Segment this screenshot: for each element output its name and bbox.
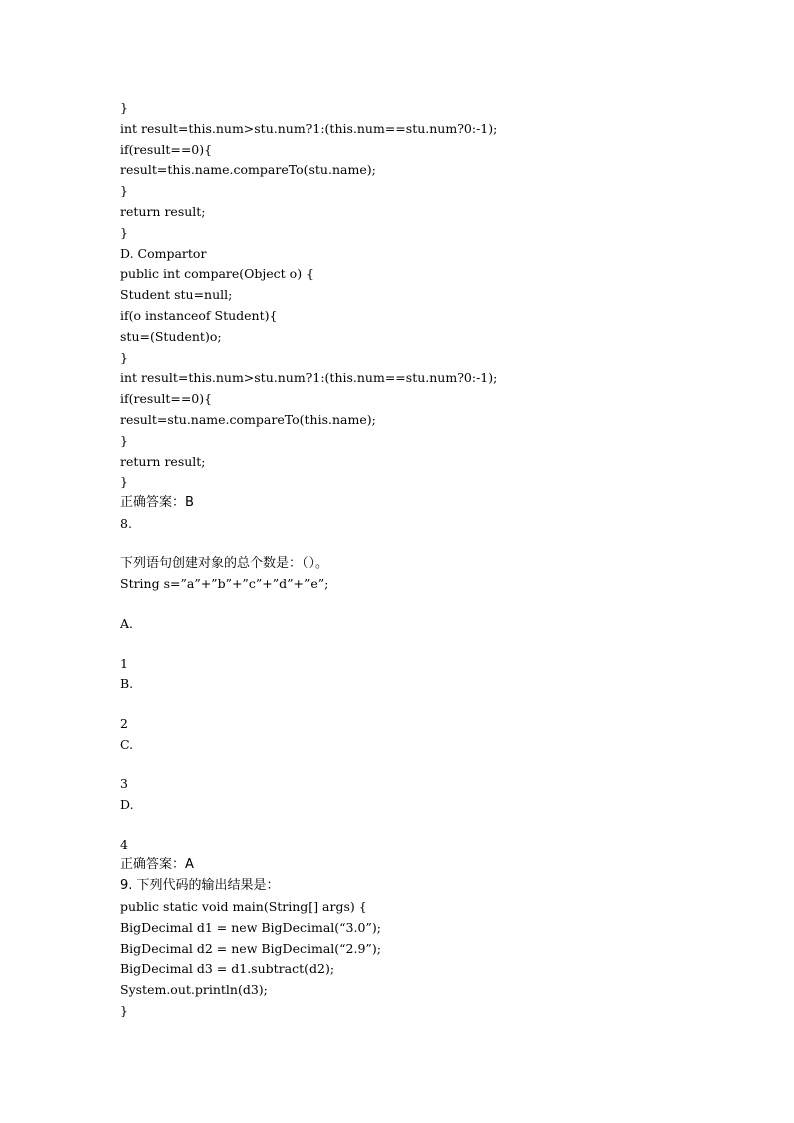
option-value-d: 4 [120, 836, 128, 852]
code-line: return result; [120, 453, 206, 469]
option-value-a: 1 [120, 655, 128, 671]
spacer [120, 595, 760, 614]
question-code: String s=”a”+”b”+”c”+”d”+”e”; [120, 576, 329, 592]
spacer [120, 695, 760, 714]
document-page [120, 98, 760, 1022]
option-d-label: D. Compartor [120, 245, 207, 261]
code-line: BigDecimal d2 = new BigDecimal(“2.9”); [120, 940, 381, 956]
code-line: if(o instanceof Student){ [120, 307, 278, 323]
code-line: } [120, 474, 128, 490]
code-line: stu=(Student)o; [120, 328, 222, 344]
code-line: BigDecimal d1 = new BigDecimal(“3.0”); [120, 919, 381, 935]
question-number: 8. [120, 515, 132, 531]
spacer [120, 635, 760, 654]
answer-question-7: 正确答案：B [120, 495, 194, 511]
option-value-c: 3 [120, 776, 128, 792]
code-line: if(result==0){ [120, 391, 213, 407]
spacer [120, 535, 760, 554]
code-line: int result=this.num>stu.num?1:(this.num==stu.num?0:-1); [120, 120, 498, 136]
question-8 [120, 514, 760, 876]
option-label-c: C. [120, 736, 134, 752]
option-label-a: A. [120, 615, 134, 631]
option-value-b: 2 [120, 715, 128, 731]
spacer [120, 816, 760, 835]
code-line: int result=this.num>stu.num?1:(this.num==stu.num?0:-1); [120, 370, 498, 386]
code-block-previous-question [120, 98, 760, 493]
question-title: 9. 下列代码的输出结果是： [120, 878, 280, 894]
spacer [120, 756, 760, 775]
code-line: } [120, 1003, 128, 1019]
question-text: 下列语句创建对象的总个数是：（）。 [120, 555, 329, 571]
code-line: } [120, 183, 128, 199]
option-label-d: D. [120, 797, 134, 813]
code-line: result=stu.name.compareTo(this.name); [120, 411, 376, 427]
code-line: } [120, 349, 128, 365]
code-line: if(result==0){ [120, 141, 213, 157]
code-line: BigDecimal d3 = d1.subtract(d2); [120, 961, 335, 977]
code-line: public int compare(Object o) { [120, 266, 315, 282]
code-line: } [120, 100, 128, 115]
answer-question-8: 正确答案：A [120, 857, 194, 873]
code-line: Student stu=null; [120, 287, 233, 303]
code-line: return result; [120, 203, 206, 219]
option-label-b: B. [120, 676, 134, 692]
code-line: } [120, 432, 128, 448]
code-line: public static void main(String[] args) { [120, 899, 367, 915]
code-line: System.out.println(d3); [120, 982, 268, 998]
question-9 [120, 876, 760, 1022]
code-line: result=this.name.compareTo(stu.name); [120, 162, 376, 178]
code-line: } [120, 224, 128, 240]
